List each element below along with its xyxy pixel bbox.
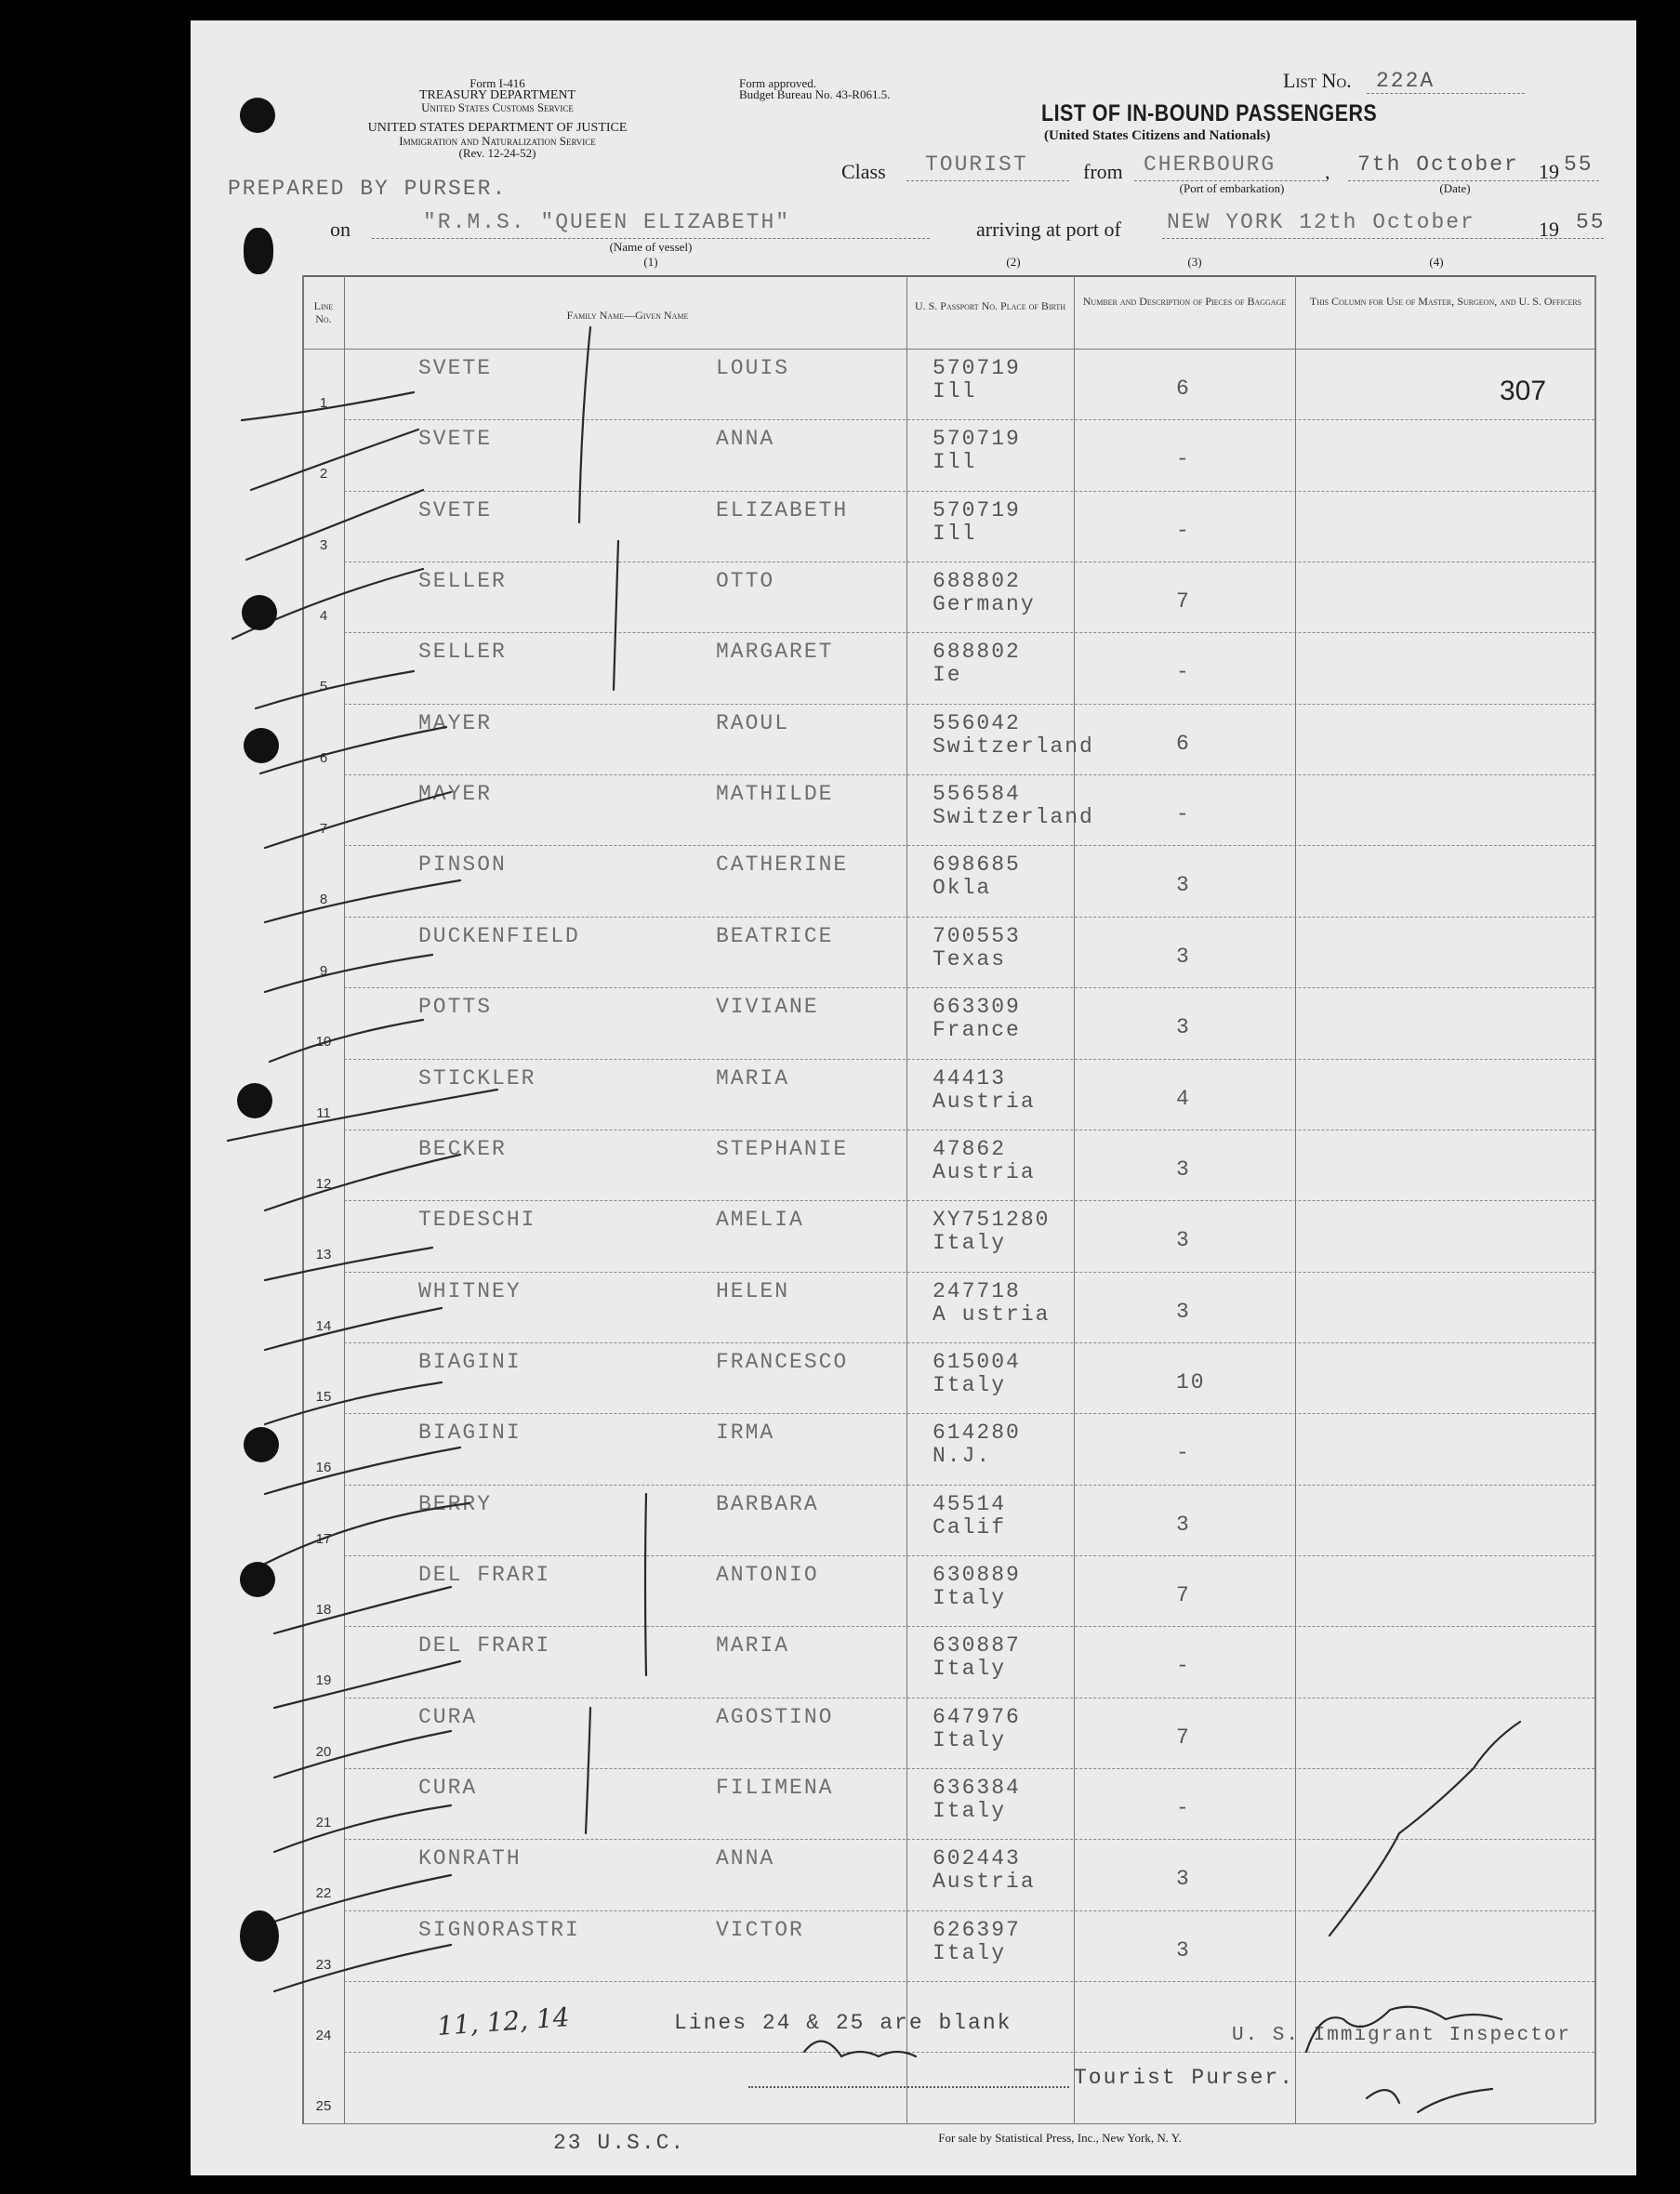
place-of-birth: Italy [933, 1585, 1007, 1610]
passport-number: 688802 [933, 640, 1021, 665]
family-name: CURA [418, 1704, 478, 1729]
passport-number: 626397 [933, 1917, 1021, 1942]
baggage-count: 3 [1176, 1228, 1191, 1253]
arriving-label: arriving at port of [976, 218, 1121, 241]
passport-number: 700553 [933, 923, 1021, 948]
passport-number: 602443 [933, 1846, 1021, 1871]
col-header-officers: This Column for Use of Master, Surgeon, and U. S. Officers [1309, 295, 1582, 308]
passport-number: 247718 [933, 1278, 1021, 1303]
dept-ins: Immigration and Naturalization Service [399, 134, 596, 148]
given-name: VICTOR [716, 1917, 804, 1942]
binder-hole [244, 728, 279, 763]
tick-line-7 [265, 792, 451, 848]
place-of-birth: Austria [933, 1089, 1036, 1114]
place-of-birth: Okla [933, 876, 992, 901]
passport-number: 570719 [933, 497, 1021, 522]
family-name: SVETE [418, 427, 493, 452]
line-number: 13 [315, 1247, 332, 1263]
arrival-year: 55 [1576, 210, 1606, 234]
place-of-birth: Germany [933, 592, 1036, 617]
family-name: DEL FRARI [418, 1562, 551, 1587]
tick-line-23 [274, 1945, 451, 1991]
baggage-count: 10 [1176, 1369, 1206, 1394]
pen-stroke-4 [586, 1708, 590, 1833]
arrival-port-date: NEW YORK 12th October [1167, 210, 1475, 234]
tick-line-21 [274, 1805, 451, 1852]
baggage-count: - [1176, 1796, 1191, 1820]
place-of-birth: Ie [933, 663, 962, 688]
line-number: 15 [315, 1388, 332, 1405]
given-name: FRANCESCO [716, 1349, 849, 1374]
handwritten-line-note: 11, 12, 14 [436, 2002, 571, 2042]
place-of-birth: Italy [933, 1727, 1007, 1752]
tick-line-20 [274, 1731, 451, 1778]
passport-number: 698685 [933, 852, 1021, 878]
binder-hole [237, 1083, 272, 1118]
printer-note: For sale by Statistical Press, Inc., New York, N. Y. [938, 2131, 1182, 2145]
given-name: CATHERINE [716, 852, 849, 878]
passport-number: 570719 [933, 356, 1021, 380]
page-title: LIST OF IN-BOUND PASSENGERS [1041, 100, 1378, 126]
binder-hole [242, 595, 277, 630]
given-name: BEATRICE [716, 923, 834, 948]
family-name: BIAGINI [418, 1349, 522, 1374]
col-header-name: Family Name—Given Name [566, 309, 689, 322]
given-name: ELIZABETH [716, 497, 849, 522]
place-of-birth: A ustria [933, 1302, 1051, 1327]
col2-ref: (2) [1006, 255, 1021, 269]
tick-line-15 [265, 1382, 442, 1424]
port-caption: (Port of embarkation) [1179, 181, 1285, 195]
line-number: 6 [319, 749, 328, 766]
family-name: SELLER [418, 640, 507, 665]
place-of-birth: Switzerland [933, 805, 1094, 830]
given-name: OTTO [716, 569, 775, 594]
place-of-birth: Ill [933, 521, 977, 546]
family-name: BIAGINI [418, 1421, 522, 1446]
line-number: 20 [315, 1743, 332, 1760]
given-name: MARIA [716, 1633, 790, 1659]
passport-number: 44413 [933, 1065, 1007, 1090]
baggage-count: 3 [1176, 1299, 1191, 1324]
tick-line-3 [246, 490, 423, 560]
tick-line-13 [265, 1248, 432, 1280]
tick-line-19 [274, 1661, 460, 1708]
list-label: List No. [1283, 69, 1352, 92]
given-name: ANTONIO [716, 1562, 819, 1587]
passport-number: XY751280 [933, 1208, 1051, 1233]
given-name: MATHILDE [716, 782, 834, 807]
line-number: 21 [315, 1815, 332, 1831]
family-name: SELLER [418, 569, 507, 594]
passport-number: 556584 [933, 782, 1021, 807]
line-number: 24 [315, 2028, 332, 2044]
line-number: 22 [315, 1885, 332, 1902]
family-name: POTTS [418, 995, 493, 1020]
binder-hole [240, 1910, 279, 1962]
line-number: 2 [319, 466, 328, 482]
tick-line-2 [251, 430, 418, 490]
dept-customs: United States Customs Service [421, 100, 574, 114]
place-of-birth: Switzerland [933, 734, 1094, 759]
passport-number: 688802 [933, 569, 1021, 594]
blank-lines-note: Lines 24 & 25 are blank [674, 2011, 1012, 2035]
family-name: SVETE [418, 356, 493, 380]
binder-hole [244, 1427, 279, 1462]
baggage-count: 3 [1176, 1512, 1191, 1537]
arrival-year-prefix: 19 [1539, 218, 1559, 241]
prepared-by: PREPARED BY PURSER. [228, 177, 508, 201]
place-of-birth: France [933, 1018, 1021, 1043]
col-header-passport: U. S. Passport No. Place of Birth [914, 299, 1066, 312]
baggage-count: - [1176, 1441, 1191, 1466]
col4-ref: (4) [1429, 255, 1444, 269]
binder-hole [244, 228, 273, 274]
passport-number: 615004 [933, 1349, 1021, 1374]
tick-line-1 [242, 392, 414, 420]
on-label: on [330, 218, 351, 241]
tick-line-22 [274, 1875, 451, 1922]
given-name: VIVIANE [716, 995, 819, 1020]
inspector-initials [1367, 2089, 1492, 2112]
tick-line-5 [256, 671, 414, 708]
dept-treasury: TREASURY DEPARTMENT [418, 88, 576, 102]
line-number: 17 [315, 1530, 332, 1547]
date-comma: , [1325, 160, 1330, 183]
given-name: AMELIA [716, 1208, 804, 1233]
form-approved: Form approved. [739, 76, 817, 90]
col-header-baggage: Number and Description of Pieces of Baggage [1082, 295, 1287, 308]
dept-justice: UNITED STATES DEPARTMENT OF JUSTICE [367, 121, 628, 135]
baggage-count: 3 [1176, 873, 1191, 898]
passport-number: 556042 [933, 710, 1021, 735]
class-label: Class [841, 160, 886, 183]
given-name: HELEN [716, 1278, 790, 1303]
passport-number: 45514 [933, 1491, 1007, 1516]
line-number: 19 [315, 1672, 332, 1689]
baggage-count: 6 [1176, 377, 1191, 401]
line-number: 25 [315, 2098, 332, 2115]
port-embarkation: CHERBOURG [1144, 152, 1277, 177]
tick-line-6 [260, 727, 446, 773]
baggage-count: 6 [1176, 731, 1191, 756]
pen-stroke-1 [579, 327, 590, 522]
tick-line-16 [265, 1447, 460, 1494]
inspector-signature [1306, 2007, 1501, 2052]
date-year-prefix: 19 [1539, 160, 1559, 183]
given-name: STEPHANIE [716, 1136, 849, 1161]
line-number: 4 [319, 608, 328, 625]
family-name: CURA [418, 1776, 478, 1800]
family-name: DEL FRARI [418, 1633, 551, 1659]
baggage-count: - [1176, 518, 1191, 543]
family-name: SIGNORASTRI [418, 1917, 580, 1942]
baggage-count: 7 [1176, 589, 1191, 615]
given-name: ANNA [716, 1846, 775, 1871]
list-number: 222A [1376, 69, 1435, 93]
vessel-name: "R.M.S. "QUEEN ELIZABETH" [423, 210, 791, 234]
passport-number: 570719 [933, 427, 1021, 452]
tick-line-17 [265, 1503, 470, 1564]
revision: (Rev. 12-24-52) [458, 146, 536, 160]
handwritten-accepted-note [1329, 1722, 1520, 1936]
form-number: Form I-416 [470, 76, 525, 90]
line-number: 18 [315, 1601, 332, 1618]
family-name: MAYER [418, 782, 493, 807]
family-name: MAYER [418, 710, 493, 735]
class-value: TOURIST [925, 152, 1028, 177]
line-number: 8 [319, 892, 328, 908]
line-number: 14 [315, 1317, 332, 1334]
family-name: STICKLER [418, 1065, 536, 1090]
binder-hole [240, 98, 275, 133]
passport-number: 663309 [933, 995, 1021, 1020]
family-name: PINSON [418, 852, 507, 878]
date-caption: (Date) [1439, 181, 1471, 195]
place-of-birth: Austria [933, 1159, 1036, 1184]
place-of-birth: Austria [933, 1870, 1036, 1895]
family-name: BECKER [418, 1136, 507, 1161]
passport-number: 630887 [933, 1633, 1021, 1659]
given-name: RAOUL [716, 710, 790, 735]
passport-number: 47862 [933, 1136, 1007, 1161]
col1-ref: (1) [643, 255, 658, 269]
baggage-count: 3 [1176, 1015, 1191, 1040]
line-number: 9 [319, 962, 328, 979]
tick-line-9 [265, 955, 432, 992]
family-name: DUCKENFIELD [418, 923, 580, 948]
line-number: 16 [315, 1460, 332, 1476]
col3-ref: (3) [1187, 255, 1202, 269]
passport-number: 630889 [933, 1562, 1021, 1587]
family-name: TEDESCHI [418, 1208, 536, 1233]
place-of-birth: Ill [933, 450, 977, 475]
tick-line-14 [265, 1308, 442, 1350]
place-of-birth: Calif [933, 1514, 1007, 1540]
document-page [191, 20, 1636, 2175]
purser-signature [804, 2042, 916, 2056]
tick-line-10 [270, 1020, 423, 1062]
place-of-birth: Italy [933, 1231, 1007, 1256]
given-name: ANNA [716, 427, 775, 452]
place-of-birth: Italy [933, 1372, 1007, 1397]
place-of-birth: Texas [933, 946, 1007, 971]
page-subtitle: (United States Citizens and Nationals) [1044, 128, 1271, 143]
baggage-count: - [1176, 802, 1191, 827]
place-of-birth: Italy [933, 1657, 1007, 1682]
officer-count-note: 307 [1500, 376, 1547, 406]
line-number: 3 [319, 536, 328, 553]
usc-note: 23 U.S.C. [553, 2131, 686, 2155]
tick-line-12 [265, 1155, 460, 1210]
line-number: 7 [319, 821, 328, 838]
departure-date: 7th October [1357, 152, 1519, 177]
date-year: 55 [1564, 152, 1594, 177]
given-name: MARIA [716, 1065, 790, 1090]
given-name: IRMA [716, 1421, 775, 1446]
family-name: BERRY [418, 1491, 493, 1516]
pen-stroke-2 [614, 541, 618, 690]
vessel-caption: (Name of vessel) [609, 240, 693, 254]
purser-label: Tourist Purser. [1074, 2066, 1295, 2090]
baggage-count: 3 [1176, 944, 1191, 969]
place-of-birth: Ill [933, 379, 977, 403]
tick-line-8 [265, 880, 460, 922]
line-number: 11 [316, 1104, 331, 1121]
family-name: SVETE [418, 497, 493, 522]
given-name: BARBARA [716, 1491, 819, 1516]
binder-hole [240, 1562, 275, 1597]
passport-number: 636384 [933, 1776, 1021, 1800]
given-name: FILIMENA [716, 1776, 834, 1800]
baggage-count: 3 [1176, 1867, 1191, 1892]
baggage-count: - [1176, 660, 1191, 685]
baggage-count: 3 [1176, 1937, 1191, 1963]
given-name: MARGARET [716, 640, 834, 665]
baggage-count: - [1176, 1654, 1191, 1679]
family-name: WHITNEY [418, 1278, 522, 1303]
given-name: AGOSTINO [716, 1704, 834, 1729]
from-label: from [1083, 160, 1123, 183]
place-of-birth: Italy [933, 1799, 1007, 1823]
line-number: 10 [315, 1034, 332, 1051]
passport-number: 647976 [933, 1704, 1021, 1729]
budget-bureau: Budget Bureau No. 43-R061.5. [739, 87, 891, 101]
baggage-count: 7 [1176, 1582, 1191, 1607]
family-name: KONRATH [418, 1846, 522, 1871]
col-header-line: Line No. [313, 299, 334, 325]
line-number: 5 [319, 679, 328, 695]
pen-stroke-3 [645, 1494, 646, 1675]
handwriting-overlay [191, 20, 1636, 2175]
place-of-birth: Italy [933, 1940, 1007, 1965]
given-name: LOUIS [716, 356, 790, 380]
place-of-birth: N.J. [933, 1444, 992, 1469]
line-number: 23 [315, 1956, 332, 1973]
passport-number: 614280 [933, 1421, 1021, 1446]
line-number: 1 [319, 395, 328, 411]
baggage-count: 7 [1176, 1725, 1191, 1750]
inspector-label: U. S. Immigrant Inspector [1232, 2025, 1572, 2046]
line-number: 12 [315, 1175, 332, 1192]
baggage-count: - [1176, 447, 1191, 472]
baggage-count: 4 [1176, 1086, 1191, 1111]
tick-line-18 [274, 1587, 451, 1633]
baggage-count: 3 [1176, 1156, 1191, 1182]
